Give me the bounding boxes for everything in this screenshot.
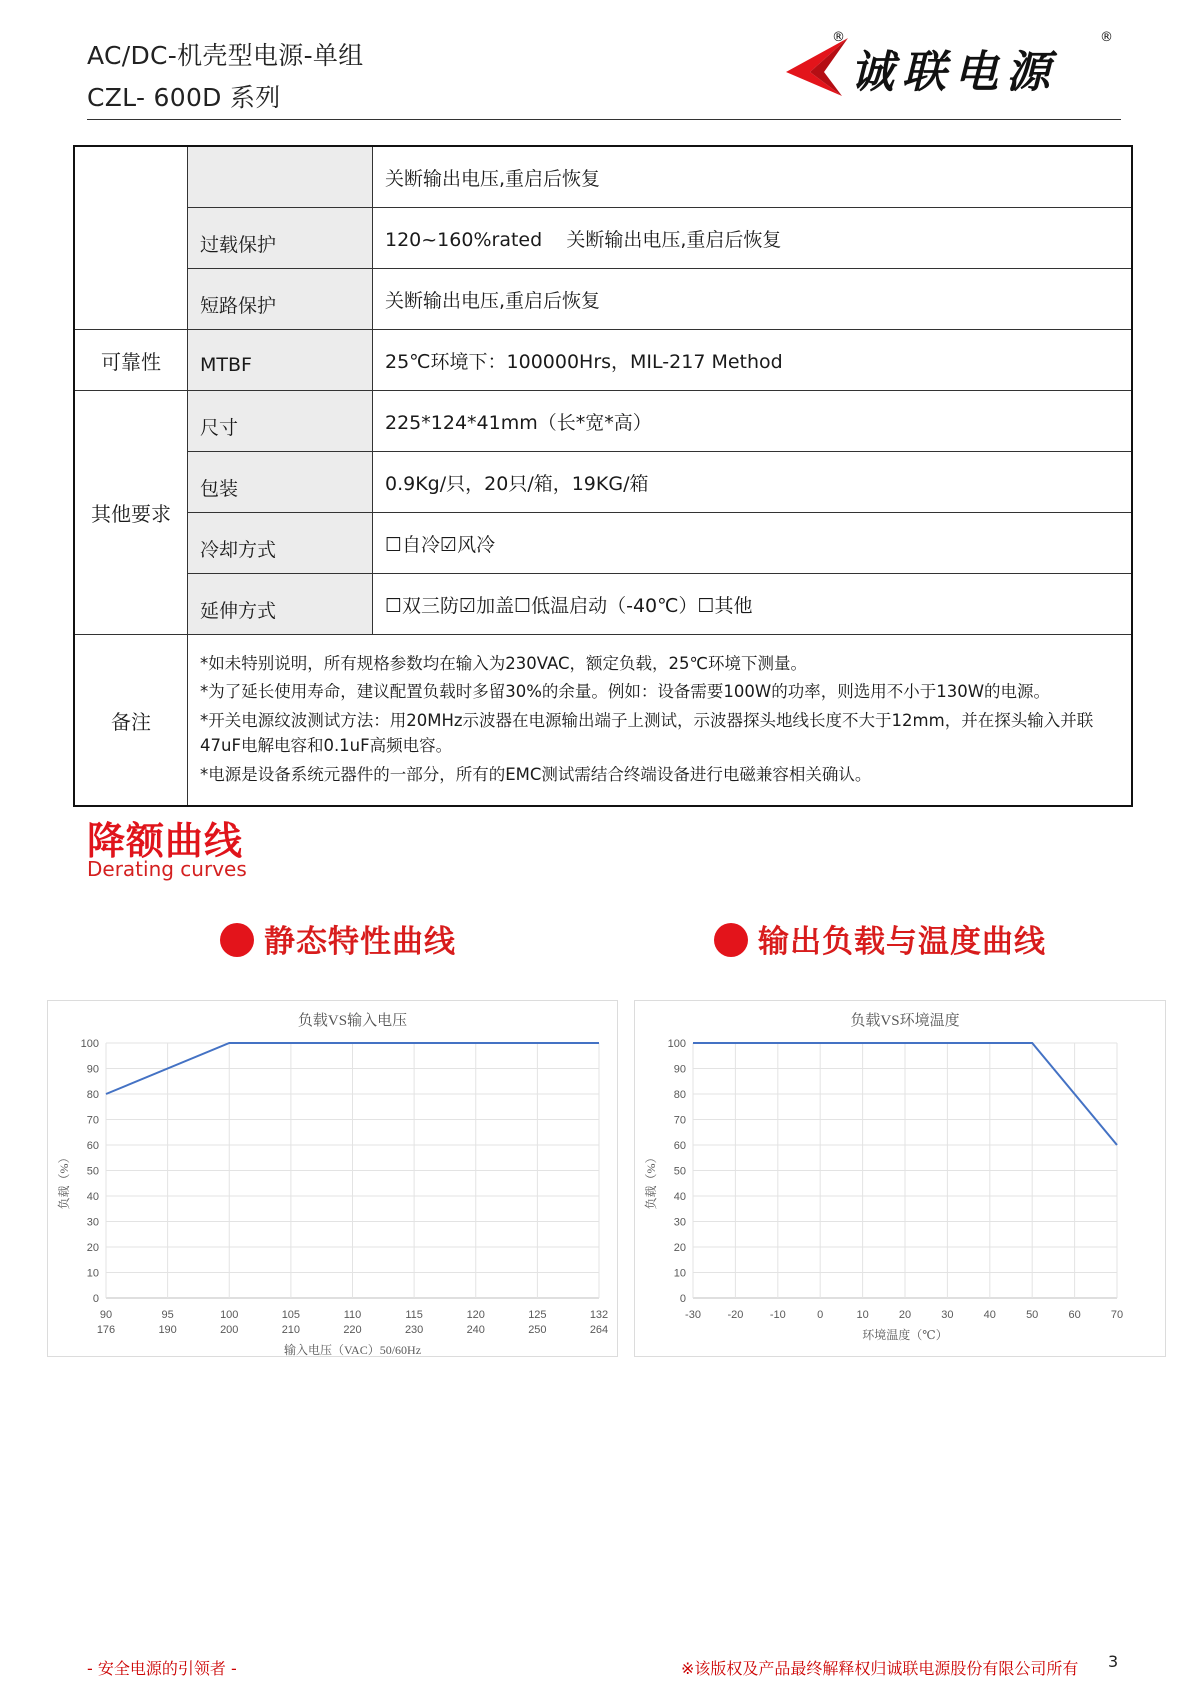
y-tick-label: 50 xyxy=(673,1165,686,1178)
spec-value: 25℃环境下：100000Hrs，MIL-217 Method xyxy=(373,330,1133,391)
x-tick-label: 264 xyxy=(589,1324,609,1336)
page-number: 3 xyxy=(1108,1652,1119,1671)
x-tick-label: 240 xyxy=(466,1324,485,1336)
y-tick-label: 10 xyxy=(673,1267,686,1280)
y-tick-label: 40 xyxy=(86,1191,99,1203)
y-tick-label: 10 xyxy=(86,1267,99,1280)
left-chart-heading xyxy=(220,916,456,961)
chart1-svg xyxy=(48,1001,617,1356)
x-tick-label: 70 xyxy=(1110,1309,1124,1321)
red-dot-icon xyxy=(714,923,748,957)
x-tick-label: 110 xyxy=(343,1309,362,1321)
y-tick-label: 100 xyxy=(80,1038,99,1050)
doc-title-line1: AC/DC-机壳型电源-单组 xyxy=(87,41,364,70)
footer-copyright: ※该版权及产品最终解释权归诚联电源股份有限公司所有 xyxy=(681,1659,1079,1678)
x-tick-label: 95 xyxy=(161,1309,174,1321)
chart-title: 负载VS输入电压 xyxy=(297,1013,408,1029)
y-axis-label: 负载（%） xyxy=(644,1151,658,1210)
spec-value: 120~160%rated 关断输出电压,重启后恢复 xyxy=(373,208,1133,269)
spec-item: MTBF xyxy=(188,330,373,391)
spec-value: ☐自冷☑风冷 xyxy=(373,513,1133,574)
y-tick-label: 0 xyxy=(679,1293,686,1305)
chart-title: 负载VS环境温度 xyxy=(850,1013,960,1029)
y-tick-label: 80 xyxy=(86,1089,99,1101)
y-tick-label: 70 xyxy=(673,1114,686,1127)
x-tick-label: 90 xyxy=(99,1309,113,1321)
spec-item: 短路保护 xyxy=(188,269,373,330)
x-tick-label: 132 xyxy=(589,1309,609,1321)
x-tick-label: 50 xyxy=(1026,1309,1039,1321)
x-tick-label: 115 xyxy=(405,1309,423,1321)
x-tick-label: 125 xyxy=(528,1309,547,1321)
x-tick-label: 220 xyxy=(343,1324,362,1336)
spec-item: 冷却方式 xyxy=(188,513,373,574)
y-tick-label: 60 xyxy=(86,1140,99,1152)
footer-slogan: - 安全电源的引领者 - xyxy=(87,1659,237,1678)
x-tick-label: 30 xyxy=(941,1309,954,1321)
spec-table xyxy=(73,145,1133,807)
y-tick-label: 100 xyxy=(667,1038,686,1050)
logo-registered-mark-2: ® xyxy=(1100,30,1113,45)
spec-item: 过载保护 xyxy=(188,208,373,269)
spec-item: 延伸方式 xyxy=(188,574,373,635)
x-tick-label: 190 xyxy=(158,1324,177,1336)
spec-value: 225*124*41mm（长*宽*高） xyxy=(373,391,1133,452)
y-tick-label: 40 xyxy=(673,1191,686,1203)
left-chart-heading-text: 静态特性曲线 xyxy=(264,924,456,960)
x-axis-label: 环境温度（℃） xyxy=(862,1328,948,1342)
spec-item: 尺寸 xyxy=(188,391,373,452)
reliability-category: 可靠性 xyxy=(74,330,188,391)
spec-item xyxy=(188,146,373,208)
x-tick-label: 210 xyxy=(281,1324,301,1336)
x-axis-label: 输入电压（VAC）50/60Hz xyxy=(283,1343,422,1356)
note-line: *如未特别说明，所有规格参数均在输入为230VAC，额定负载，25℃环境下测量。 xyxy=(200,653,808,673)
x-tick-label: 250 xyxy=(528,1324,547,1336)
x-tick-label: -30 xyxy=(685,1309,701,1321)
notes-category: 备注 xyxy=(74,635,188,807)
x-tick-label: 60 xyxy=(1068,1309,1081,1321)
x-tick-label: 105 xyxy=(281,1309,301,1321)
x-tick-label: -20 xyxy=(727,1309,744,1321)
section-subtitle: Derating curves xyxy=(87,857,247,881)
y-axis-label: 负载（%） xyxy=(57,1151,71,1210)
x-tick-label: 120 xyxy=(466,1309,485,1321)
x-tick-label: 0 xyxy=(817,1309,824,1321)
protection-category-cell xyxy=(74,146,188,330)
doc-title-line2: CZL- 600D 系列 xyxy=(87,83,281,112)
y-tick-label: 50 xyxy=(86,1165,99,1178)
chart2-svg xyxy=(635,1001,1165,1356)
y-tick-label: 30 xyxy=(86,1216,99,1229)
x-tick-label: 200 xyxy=(220,1324,239,1336)
spec-value: ☐双三防☑加盖☐低温启动（-40℃）☐其他 xyxy=(373,574,1133,635)
section-title: 降额曲线 xyxy=(87,819,244,863)
chart-load-vs-temperature xyxy=(634,1000,1166,1357)
spec-value: 关断输出电压,重启后恢复 xyxy=(373,269,1133,330)
x-tick-label: 10 xyxy=(856,1309,869,1321)
x-tick-label: 40 xyxy=(983,1309,996,1321)
y-tick-label: 70 xyxy=(86,1114,99,1127)
logo-text: 诚联电源 xyxy=(850,47,1058,98)
x-tick-label: 20 xyxy=(898,1309,912,1321)
x-tick-label: -10 xyxy=(769,1309,786,1321)
note-line: *为了延长使用寿命，建议配置负载时多留30%的余量。例如：设备需要100W的功率，则选用不小于130W的电源。 xyxy=(200,682,1051,702)
other-category: 其他要求 xyxy=(74,391,188,635)
y-tick-label: 90 xyxy=(86,1063,99,1076)
x-tick-label: 100 xyxy=(220,1309,239,1321)
chart-load-vs-voltage xyxy=(47,1000,618,1357)
header-divider xyxy=(87,119,1121,120)
note-line: *电源是设备系统元器件的一部分，所有的EMC测试需结合终端设备进行电磁兼容相关确认。 xyxy=(200,764,872,784)
x-tick-label: 176 xyxy=(96,1324,116,1336)
right-chart-heading-text: 输出负载与温度曲线 xyxy=(758,924,1046,960)
y-tick-label: 20 xyxy=(673,1242,686,1254)
y-tick-label: 80 xyxy=(673,1089,686,1101)
red-dot-icon xyxy=(220,923,254,957)
logo-registered-mark: ® xyxy=(832,30,845,45)
y-tick-label: 60 xyxy=(673,1140,686,1152)
y-tick-label: 0 xyxy=(92,1293,99,1305)
right-chart-heading xyxy=(714,916,1046,961)
y-tick-label: 20 xyxy=(86,1242,99,1254)
spec-item: 包装 xyxy=(188,452,373,513)
notes-cell xyxy=(188,635,1133,807)
spec-value: 0.9Kg/只，20只/箱，19KG/箱 xyxy=(373,452,1133,513)
company-logo xyxy=(780,30,1120,102)
note-line: *开关电源纹波测试方法：用20MHz示波器在电源输出端子上测试，示波器探头地线长度不大于12mm，并在探头输入并联47uF电解电容和0.1uF高频电容。 xyxy=(200,711,1094,755)
spec-value: 关断输出电压,重启后恢复 xyxy=(373,146,1133,208)
y-tick-label: 30 xyxy=(673,1216,686,1229)
x-tick-label: 230 xyxy=(404,1324,424,1336)
y-tick-label: 90 xyxy=(673,1063,686,1076)
